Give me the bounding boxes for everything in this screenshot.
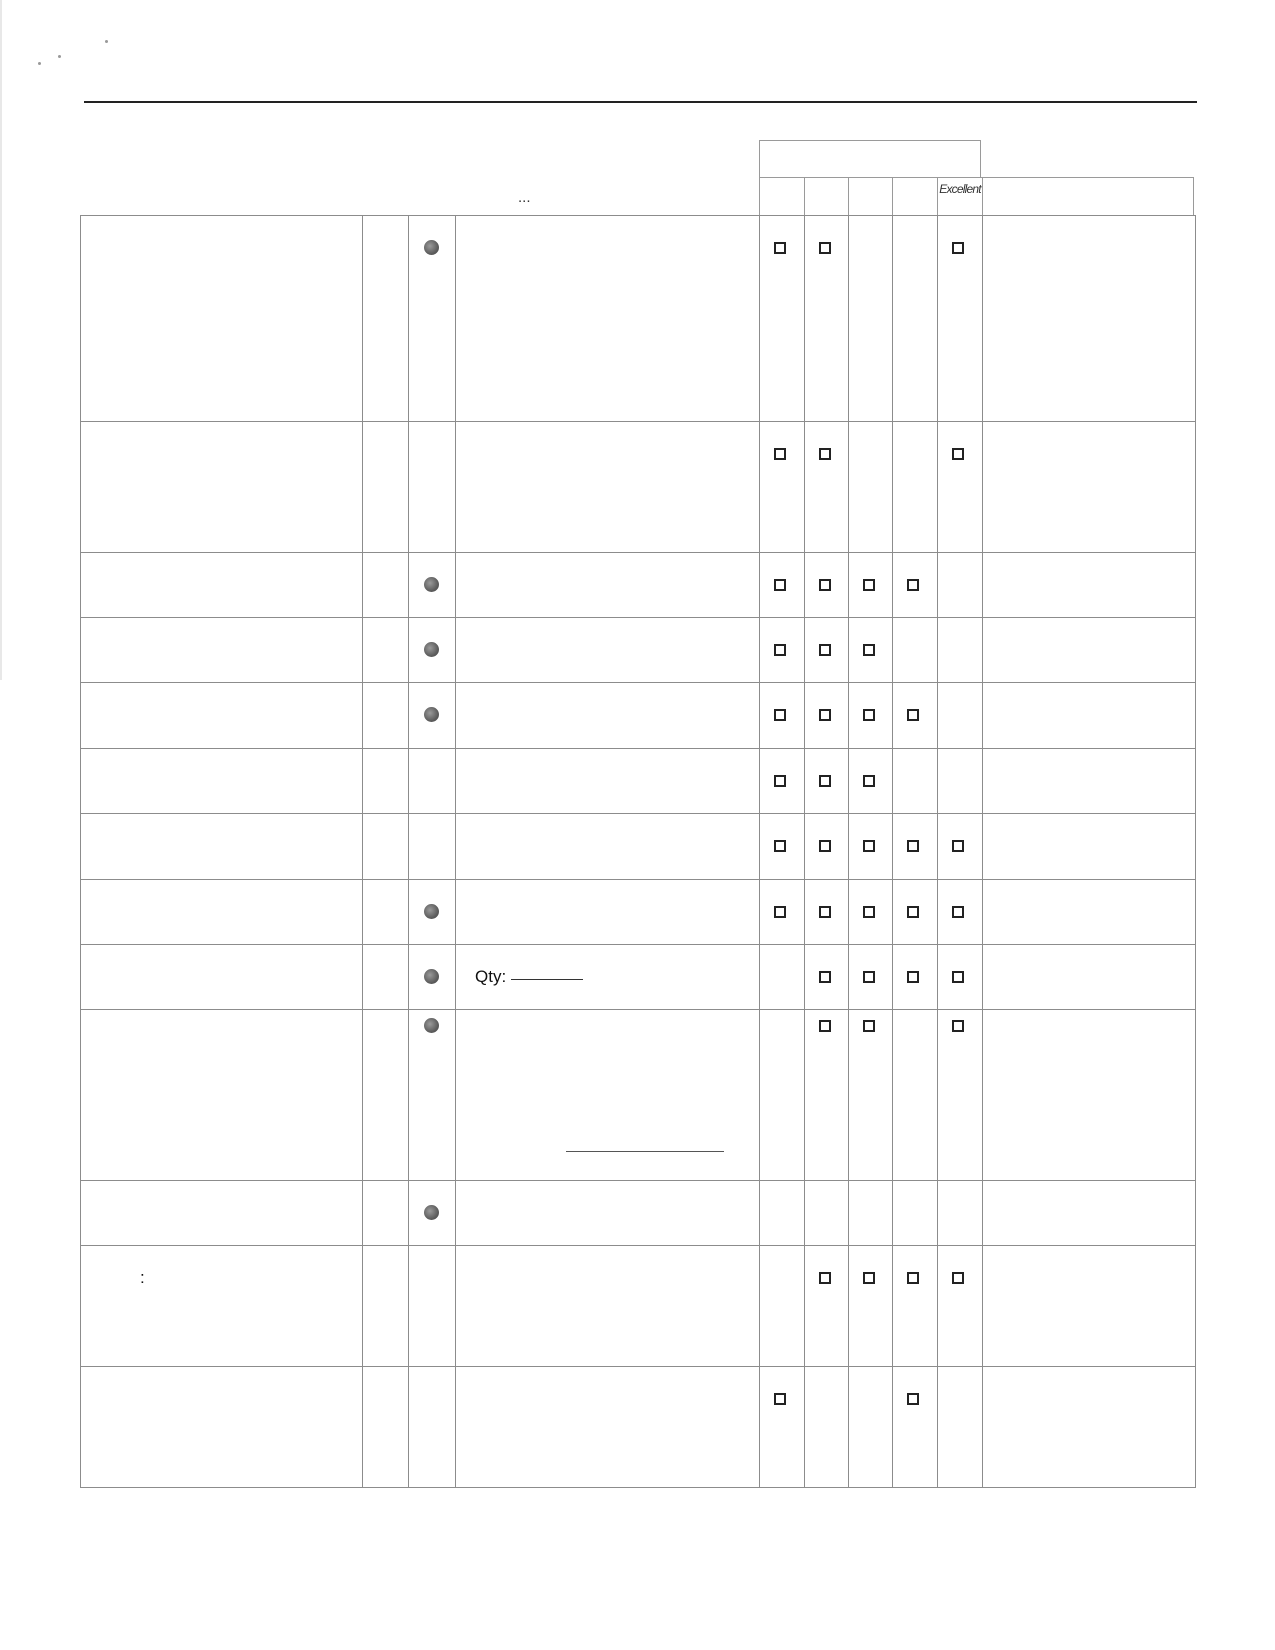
fill-in-line[interactable] xyxy=(566,1151,724,1152)
left-scan-edge xyxy=(0,0,2,680)
comments-cell xyxy=(983,1010,1196,1181)
code-cell xyxy=(363,216,409,422)
bullet-dot xyxy=(424,969,439,984)
bullet-dot xyxy=(424,1018,439,1033)
description-cell xyxy=(456,553,760,618)
bullet-cell xyxy=(409,422,456,553)
rating-checkbox[interactable] xyxy=(952,448,964,460)
rating-checkbox[interactable] xyxy=(952,906,964,918)
rating-col-5-header xyxy=(937,177,982,215)
rating-cell-2 xyxy=(805,1010,849,1181)
table-row xyxy=(81,1181,1196,1246)
rating-cell-5 xyxy=(938,422,983,553)
comments-cell xyxy=(983,749,1196,814)
rating-cell-3 xyxy=(849,683,893,749)
rating-checkbox[interactable] xyxy=(907,971,919,983)
rating-checkbox[interactable] xyxy=(907,1393,919,1405)
rating-checkbox[interactable] xyxy=(863,971,875,983)
rating-cell-1 xyxy=(760,1010,805,1181)
comments-cell xyxy=(983,880,1196,945)
scan-speck xyxy=(105,40,108,43)
item-cell xyxy=(81,1246,363,1367)
bullet-cell xyxy=(409,553,456,618)
rating-checkbox[interactable] xyxy=(774,644,786,656)
item-cell xyxy=(81,1367,363,1488)
rating-checkbox[interactable] xyxy=(774,1393,786,1405)
item-cell xyxy=(81,553,363,618)
rating-column-headers xyxy=(759,177,1194,215)
bullet-cell xyxy=(409,1010,456,1181)
code-cell xyxy=(363,618,409,683)
rating-checkbox[interactable] xyxy=(774,242,786,254)
rating-checkbox[interactable] xyxy=(819,971,831,983)
rating-checkbox[interactable] xyxy=(907,1272,919,1284)
bullet-cell xyxy=(409,749,456,814)
rating-cell-3 xyxy=(849,1246,893,1367)
rating-cell-1 xyxy=(760,945,805,1010)
bullet-dot xyxy=(424,577,439,592)
rating-col-3-header xyxy=(848,177,892,215)
rating-cell-4 xyxy=(893,814,938,880)
rating-cell-1 xyxy=(760,1367,805,1488)
bullet-cell xyxy=(409,814,456,880)
description-cell xyxy=(456,945,760,1010)
description-cell xyxy=(456,1010,760,1181)
bullet-cell xyxy=(409,1367,456,1488)
table-row xyxy=(81,749,1196,814)
rating-checkbox[interactable] xyxy=(863,709,875,721)
rating-checkbox[interactable] xyxy=(952,1272,964,1284)
rating-cell-5 xyxy=(938,1010,983,1181)
rating-checkbox[interactable] xyxy=(819,644,831,656)
rating-cell-4 xyxy=(893,880,938,945)
description-cell xyxy=(456,1181,760,1246)
rating-cell-2 xyxy=(805,945,849,1010)
rating-checkbox[interactable] xyxy=(863,1272,875,1284)
comments-cell xyxy=(983,1367,1196,1488)
rating-cell-4 xyxy=(893,1246,938,1367)
table-row xyxy=(81,553,1196,618)
rating-cell-2 xyxy=(805,1367,849,1488)
bullet-cell xyxy=(409,618,456,683)
description-cell xyxy=(456,683,760,749)
rating-cell-4 xyxy=(893,216,938,422)
code-cell xyxy=(363,880,409,945)
rating-group-header xyxy=(759,140,981,177)
rating-cell-1 xyxy=(760,422,805,553)
bullet-cell xyxy=(409,945,456,1010)
code-cell xyxy=(363,814,409,880)
rating-checkbox[interactable] xyxy=(774,906,786,918)
code-cell xyxy=(363,683,409,749)
rating-cell-1 xyxy=(760,553,805,618)
rating-checkbox[interactable] xyxy=(952,242,964,254)
rating-cell-1 xyxy=(760,216,805,422)
rating-checkbox[interactable] xyxy=(774,448,786,460)
rating-cell-1 xyxy=(760,814,805,880)
rating-checkbox[interactable] xyxy=(774,775,786,787)
comments-cell xyxy=(983,814,1196,880)
item-cell xyxy=(81,1181,363,1246)
rating-cell-5 xyxy=(938,1181,983,1246)
header-ellipsis: ... xyxy=(518,189,531,206)
evaluation-table xyxy=(80,215,1196,1488)
rating-col-4-header xyxy=(892,177,937,215)
rating-checkbox[interactable] xyxy=(952,1020,964,1032)
rating-checkbox[interactable] xyxy=(863,840,875,852)
rating-checkbox[interactable] xyxy=(863,644,875,656)
bullet-cell xyxy=(409,1181,456,1246)
rating-checkbox[interactable] xyxy=(819,840,831,852)
rating-cell-4 xyxy=(893,422,938,553)
rating-checkbox[interactable] xyxy=(774,709,786,721)
rating-cell-3 xyxy=(849,618,893,683)
rating-cell-5 xyxy=(938,1367,983,1488)
table-row xyxy=(81,683,1196,749)
rating-cell-2 xyxy=(805,553,849,618)
table-row xyxy=(81,880,1196,945)
rating-cell-3 xyxy=(849,1367,893,1488)
rating-cell-5 xyxy=(938,618,983,683)
rating-checkbox[interactable] xyxy=(907,709,919,721)
rating-checkbox[interactable] xyxy=(907,840,919,852)
table-row xyxy=(81,216,1196,422)
qty-label: Qty: xyxy=(475,967,507,986)
rating-cell-5 xyxy=(938,814,983,880)
rating-cell-5 xyxy=(938,945,983,1010)
rating-cell-2 xyxy=(805,749,849,814)
rating-checkbox[interactable] xyxy=(907,579,919,591)
code-cell xyxy=(363,1010,409,1181)
rating-cell-1 xyxy=(760,749,805,814)
description-cell xyxy=(456,422,760,553)
rating-cell-3 xyxy=(849,749,893,814)
rating-cell-5 xyxy=(938,553,983,618)
rating-cell-2 xyxy=(805,814,849,880)
rating-checkbox[interactable] xyxy=(819,709,831,721)
rating-checkbox[interactable] xyxy=(952,971,964,983)
table-row xyxy=(81,1246,1196,1367)
rating-cell-4 xyxy=(893,945,938,1010)
rating-checkbox[interactable] xyxy=(819,775,831,787)
description-cell xyxy=(456,880,760,945)
comments-cell xyxy=(983,945,1196,1010)
rating-checkbox[interactable] xyxy=(819,579,831,591)
comments-cell xyxy=(983,422,1196,553)
rating-cell-1 xyxy=(760,618,805,683)
rating-col-2-header xyxy=(804,177,848,215)
rating-cell-4 xyxy=(893,553,938,618)
rating-cell-4 xyxy=(893,1181,938,1246)
rating-cell-4 xyxy=(893,1010,938,1181)
bullet-cell xyxy=(409,216,456,422)
table-row xyxy=(81,945,1196,1010)
code-cell xyxy=(363,749,409,814)
rating-cell-3 xyxy=(849,945,893,1010)
comments-cell xyxy=(983,553,1196,618)
comments-cell xyxy=(983,618,1196,683)
rating-cell-4 xyxy=(893,618,938,683)
bullet-dot xyxy=(424,642,439,657)
rating-cell-2 xyxy=(805,880,849,945)
rating-checkbox[interactable] xyxy=(863,1020,875,1032)
rating-cell-4 xyxy=(893,683,938,749)
table-row xyxy=(81,618,1196,683)
rating-checkbox[interactable] xyxy=(863,906,875,918)
scan-speck xyxy=(38,62,41,65)
rating-cell-5 xyxy=(938,683,983,749)
rating-checkbox[interactable] xyxy=(819,906,831,918)
rating-cell-4 xyxy=(893,749,938,814)
rating-cell-5 xyxy=(938,1246,983,1367)
bullet-cell xyxy=(409,683,456,749)
item-cell xyxy=(81,880,363,945)
rating-col-1-header xyxy=(759,177,804,215)
rating-checkbox[interactable] xyxy=(863,775,875,787)
code-cell xyxy=(363,422,409,553)
item-cell xyxy=(81,216,363,422)
rating-checkbox[interactable] xyxy=(774,579,786,591)
rating-checkbox[interactable] xyxy=(819,242,831,254)
rating-cell-3 xyxy=(849,422,893,553)
rating-cell-3 xyxy=(849,1010,893,1181)
description-cell xyxy=(456,618,760,683)
excellent-label: Excellent xyxy=(939,182,981,196)
comments-cell xyxy=(983,1181,1196,1246)
rating-checkbox[interactable] xyxy=(819,1020,831,1032)
item-cell xyxy=(81,1010,363,1181)
description-cell xyxy=(456,749,760,814)
rating-cell-2 xyxy=(805,683,849,749)
table-row xyxy=(81,422,1196,553)
comments-cell xyxy=(983,216,1196,422)
rating-cell-5 xyxy=(938,749,983,814)
code-cell xyxy=(363,1367,409,1488)
item-cell xyxy=(81,749,363,814)
description-cell xyxy=(456,814,760,880)
qty-blank-line[interactable] xyxy=(511,979,583,980)
item-cell xyxy=(81,814,363,880)
bullet-cell xyxy=(409,880,456,945)
rating-cell-4 xyxy=(893,1367,938,1488)
code-cell xyxy=(363,1181,409,1246)
bullet-cell xyxy=(409,1246,456,1367)
rating-checkbox[interactable] xyxy=(774,840,786,852)
rating-cell-3 xyxy=(849,814,893,880)
qty-field[interactable] xyxy=(475,967,583,987)
code-cell xyxy=(363,553,409,618)
rating-cell-3 xyxy=(849,553,893,618)
item-cell xyxy=(81,618,363,683)
rating-cell-3 xyxy=(849,216,893,422)
header-rule xyxy=(84,101,1197,103)
item-cell xyxy=(81,683,363,749)
rating-checkbox[interactable] xyxy=(819,448,831,460)
table-row xyxy=(81,1367,1196,1488)
item-colon: : xyxy=(140,1268,145,1287)
item-cell xyxy=(81,945,363,1010)
bullet-dot xyxy=(424,240,439,255)
rating-cell-1 xyxy=(760,1246,805,1367)
description-cell xyxy=(456,1246,760,1367)
bullet-dot xyxy=(424,904,439,919)
table-row xyxy=(81,814,1196,880)
rating-checkbox[interactable] xyxy=(863,579,875,591)
rating-checkbox[interactable] xyxy=(907,906,919,918)
rating-cell-1 xyxy=(760,880,805,945)
comments-cell xyxy=(983,683,1196,749)
description-cell xyxy=(456,1367,760,1488)
rating-checkbox[interactable] xyxy=(952,840,964,852)
comments-cell xyxy=(983,1246,1196,1367)
table-row xyxy=(81,1010,1196,1181)
rating-cell-1 xyxy=(760,1181,805,1246)
rating-cell-3 xyxy=(849,880,893,945)
rating-cell-2 xyxy=(805,1246,849,1367)
rating-cell-5 xyxy=(938,880,983,945)
rating-cell-2 xyxy=(805,1181,849,1246)
bullet-dot xyxy=(424,707,439,722)
rating-cell-2 xyxy=(805,422,849,553)
bullet-dot xyxy=(424,1205,439,1220)
code-cell xyxy=(363,1246,409,1367)
item-cell xyxy=(81,422,363,553)
rating-checkbox[interactable] xyxy=(819,1272,831,1284)
code-cell xyxy=(363,945,409,1010)
rating-cell-2 xyxy=(805,618,849,683)
scan-speck xyxy=(58,55,61,58)
rating-cell-3 xyxy=(849,1181,893,1246)
rating-cell-1 xyxy=(760,683,805,749)
rating-cell-2 xyxy=(805,216,849,422)
description-cell xyxy=(456,216,760,422)
rating-cell-5 xyxy=(938,216,983,422)
comments-col-header xyxy=(982,177,1194,215)
